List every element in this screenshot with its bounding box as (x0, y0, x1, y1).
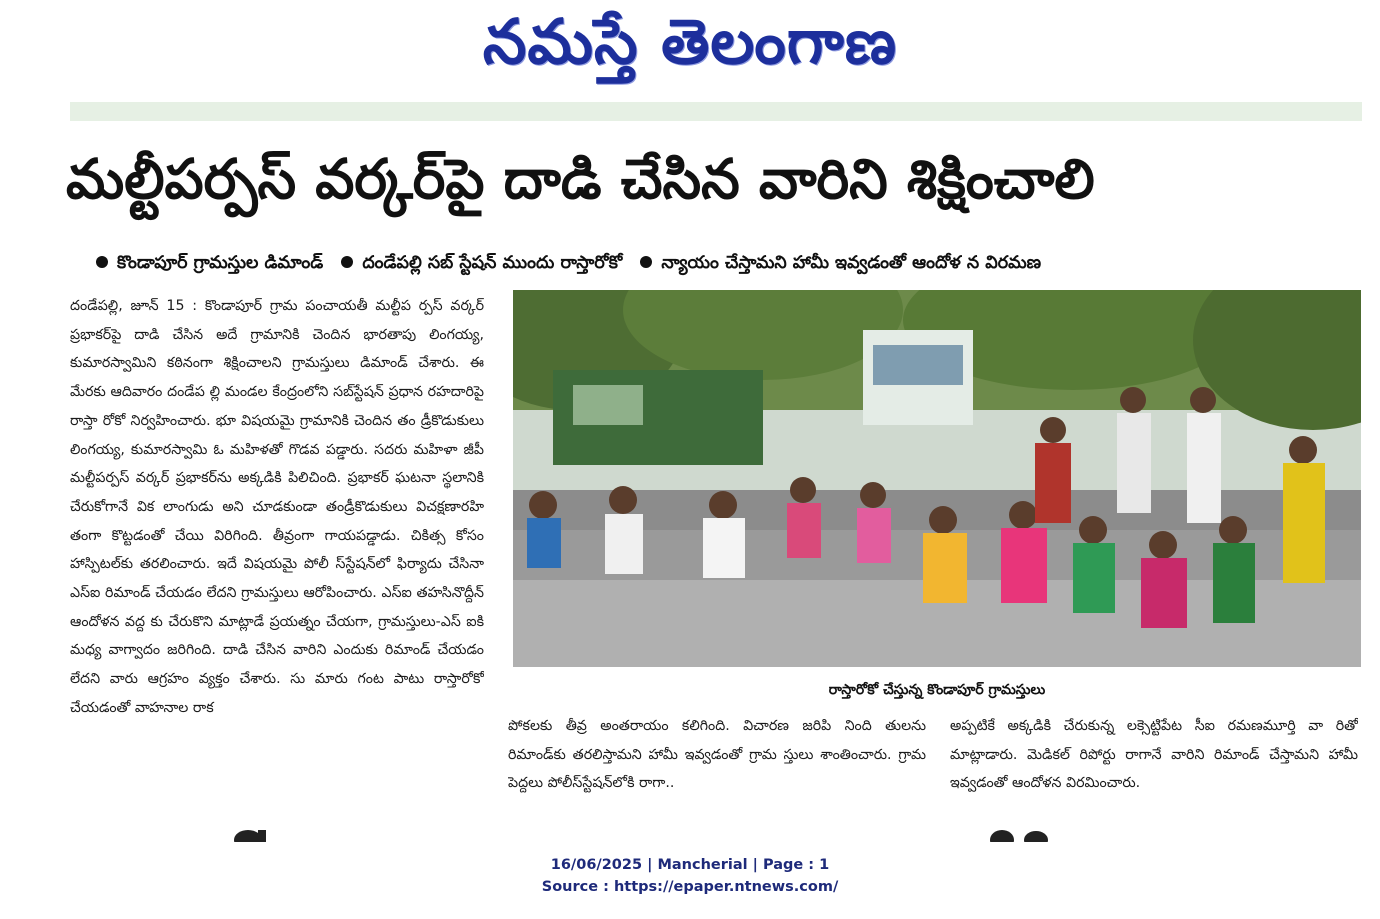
subhead-2-text: దండేపల్లి సబ్ స్టేషన్ ముందు రాస్తారోకో (362, 253, 623, 273)
headline: మల్టీపర్పస్ వర్కర్‌పై దాడి చేసిన వారిని శిక్షించాలి (66, 147, 1095, 211)
subhead-3 (640, 248, 1041, 278)
subhead-3-text: న్యాయం చేస్తామని హామీ ఇవ్వడంతో ఆందోళ న విరమణ (661, 253, 1042, 273)
news-photo (513, 290, 1361, 667)
subhead-1-text: కొండాపూర్ గ్రామస్తుల డిమాండ్ (117, 253, 324, 273)
subhead-1 (96, 248, 323, 278)
footer-source-line: Source : https://epaper.ntnews.com/ (541, 879, 839, 895)
header-rule (70, 102, 1362, 121)
article-column-2: పోకలకు తీవ్ర అంతరాయం కలిగింది. విచారణ జరిపి నింది తులను రిమాండ్‌కు తరలిస్తామని హామీ ఇవ్వడంతో గ్రామ స్తులు శాంతించారు. గ్రామ పెద్దలు పోలీస్‌స్టేషన్‌లోకి రాగా.. (508, 718, 926, 792)
bullet-icon (341, 256, 353, 268)
subhead-2 (341, 248, 622, 278)
subheads (96, 248, 1358, 278)
masthead-title: నమస్తే తెలంగాణ (482, 5, 898, 78)
article-column-1: దండేపల్లి, జూన్ 15 : కొండాపూర్ గ్రామ పంచాయతీ మల్టీప ర్పస్ వర్కర్ ప్రభాకర్‌పై దాడి చేసిన అదే గ్రామానికి చెందిన భారతాపు లింగయ్య, కుమారస్వామిని కఠినంగా శిక్షించాలని గ్రామస్తులు డిమాండ్ చేశారు. ఈ మేరకు ఆదివారం దండేప ల్లి మండల కేంద్రంలోని సబ్‌స్టేషన్ ప్రధాన రహదారిపై రాస్తా రోకో నిర్వహించారు. భూ విషయమై గ్రామానికి చెందిన తం డ్రీకొడుకులు లింగయ్య, కుమారస్వామి ఓ మహిళతో గొడవ పడ్డారు. సదరు మహిళా జీపీ మల్టీపర్పస్ వర్కర్ ప్రభాకర్‌ను అక్కడికి పిలిచింది. ప్రభాకర్ ఘటనా స్థలానికి చేరుకోగానే విక లాంగుడు అని చూడకుండా తండ్రీకొడుకులు విచక్షణారహి తంగా కొట్టడంతో చేయి విరిగింది. తీవ్రంగా గాయపడ్డాడు. చికిత్స కోసం హాస్పిటల్‌కు తరలించారు. ఇదే విషయమై పోలీ స్‌స్టేషన్‌లో ఫిర్యాదు చేసినా ఎస్ఐ రిమాండ్ చేయడం లేదని గ్రామస్తులు ఆరోపించారు. ఎస్ఐ తహసినొద్దీన్ ఆందోళన వద్ద కు చేరుకొని మాట్లాడే ప్రయత్నం చేయగా, గ్రామస్తులు-ఎస్ ఐకి మధ్య వాగ్వాదం జరిగింది. దాడి చేసిన వారిని ఎందుకు రిమాండ్ చేయడం లేదని వారు ఆగ్రహం వ్యక్తం చేశారు. సు మారు గంట పాటు రాస్తారోకో చేయడంతో వాహనాల రాక (70, 298, 484, 716)
next-article-cut-edge (0, 826, 1380, 842)
protest-photo-illustration (513, 290, 1361, 667)
bullet-icon (96, 256, 108, 268)
cut-text-fragment (0, 826, 1380, 842)
photo-caption: రాస్తారోకో చేస్తున్న కొండాపూర్ గ్రామస్తులు (828, 682, 1046, 698)
footer-edition-line: 16/06/2025 | Mancherial | Page : 1 (550, 857, 830, 873)
footer (0, 854, 1380, 898)
masthead (0, 0, 1380, 100)
bullet-icon (640, 256, 652, 268)
article-column-3: అప్పటికే అక్కడికి చేరుకున్న లక్సెట్టిపేట సీఐ రమణమూర్తి వా రితో మాట్లాడారు. మెడికల్ రిపోర్టు రాగానే వారిని రిమాండ్ చేస్తామని హామీ ఇవ్వడంతో ఆందోళన విరమించారు. (950, 718, 1358, 792)
